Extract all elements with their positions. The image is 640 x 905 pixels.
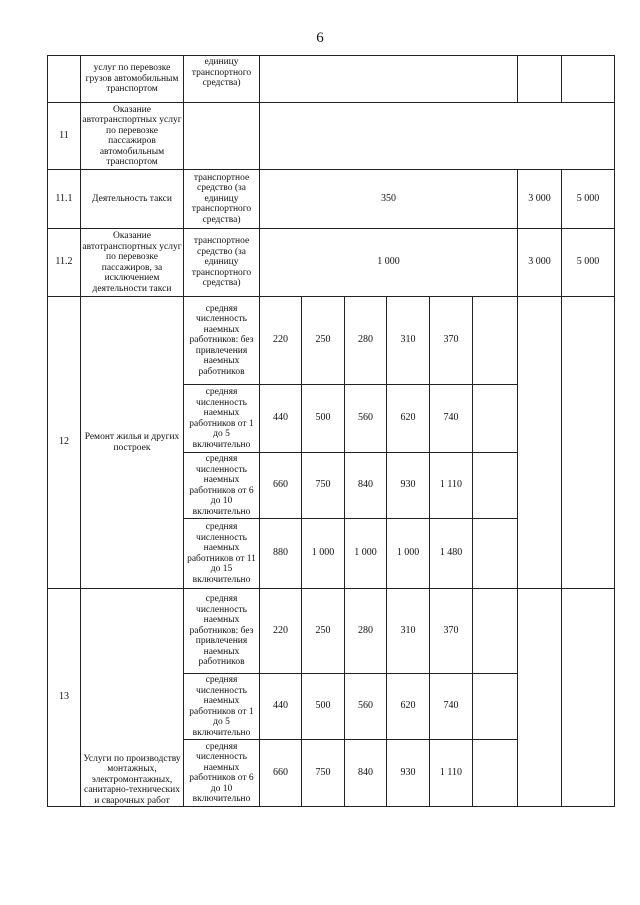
value-cell: 280 <box>345 589 387 674</box>
value-cell: 500 <box>302 385 345 453</box>
empty-cell <box>562 297 615 589</box>
unit-cell: средняя численность наемных работников от 11 до 15 включительно <box>184 519 260 589</box>
value-cell: 560 <box>345 385 387 453</box>
table-row <box>48 297 615 385</box>
tax-rate-table <box>47 55 615 807</box>
value-cell <box>260 103 615 170</box>
row-number-cell <box>48 56 81 103</box>
value-cell: 1 000 <box>260 229 518 297</box>
value-cell: 280 <box>345 297 387 385</box>
value-cell: 620 <box>387 674 430 740</box>
page-number: 6 <box>316 30 324 46</box>
value-cell: 310 <box>387 297 430 385</box>
value-cell: 930 <box>387 740 430 807</box>
empty-cell <box>473 519 518 589</box>
empty-cell <box>473 297 518 385</box>
empty-cell <box>473 453 518 519</box>
value-cell: 3 000 <box>518 229 562 297</box>
value-cell: 1 480 <box>430 519 473 589</box>
table-row <box>48 170 615 229</box>
empty-cell <box>562 589 615 807</box>
value-cell: 750 <box>302 453 345 519</box>
table-row <box>48 229 615 297</box>
value-cell: 740 <box>430 385 473 453</box>
value-cell: 840 <box>345 453 387 519</box>
empty-cell <box>473 740 518 807</box>
value-cell: 1 110 <box>430 453 473 519</box>
value-cell: 930 <box>387 453 430 519</box>
unit-cell: транспортное средство (за единицу транспортного средства) <box>184 229 260 297</box>
value-cell: 220 <box>260 589 302 674</box>
value-cell: 750 <box>302 740 345 807</box>
value-cell <box>518 56 562 103</box>
value-cell: 740 <box>430 674 473 740</box>
row-number-cell: 12 <box>48 297 81 589</box>
activity-cell: Оказание автотранспортных услуг по перевозке пассажиров, за исключением деятельности такси <box>81 229 184 297</box>
value-cell: 310 <box>387 589 430 674</box>
value-cell: 1 000 <box>345 519 387 589</box>
unit-cell: средняя численность наемных работников: без привлечения наемных работников <box>184 589 260 674</box>
table-row <box>48 103 615 170</box>
value-cell: 660 <box>260 453 302 519</box>
unit-cell: единицу транспортного средства) <box>184 56 260 103</box>
value-cell <box>260 56 518 103</box>
activity-cell: Услуги по производству монтажных, электромонтажных, санитарно-технических и сварочных работ <box>81 589 184 807</box>
empty-cell <box>518 589 562 807</box>
empty-cell <box>473 385 518 453</box>
value-cell: 350 <box>260 170 518 229</box>
unit-cell: средняя численность наемных работников от 1 до 5 включительно <box>184 385 260 453</box>
table-row <box>48 56 615 103</box>
value-cell: 1 000 <box>387 519 430 589</box>
activity-cell: Деятельность такси <box>81 170 184 229</box>
value-cell: 440 <box>260 385 302 453</box>
value-cell: 370 <box>430 589 473 674</box>
table-row <box>48 589 615 674</box>
activity-cell: Ремонт жилья и других построек <box>81 297 184 589</box>
empty-cell <box>473 589 518 674</box>
value-cell: 560 <box>345 674 387 740</box>
unit-cell: средняя численность наемных работников: без привлечения наемных работников <box>184 297 260 385</box>
unit-cell <box>184 103 260 170</box>
empty-cell <box>518 297 562 589</box>
value-cell: 1 110 <box>430 740 473 807</box>
value-cell: 5 000 <box>562 170 615 229</box>
value-cell: 5 000 <box>562 229 615 297</box>
unit-cell: средняя численность наемных работников от 1 до 5 включительно <box>184 674 260 740</box>
value-cell: 220 <box>260 297 302 385</box>
value-cell: 840 <box>345 740 387 807</box>
value-cell: 440 <box>260 674 302 740</box>
unit-cell: средняя численность наемных работников от 6 до 10 включительно <box>184 740 260 807</box>
value-cell: 3 000 <box>518 170 562 229</box>
row-number-cell: 11.2 <box>48 229 81 297</box>
value-cell: 250 <box>302 297 345 385</box>
value-cell: 500 <box>302 674 345 740</box>
empty-cell <box>473 674 518 740</box>
row-number-cell: 11 <box>48 103 81 170</box>
row-number-cell: 11.1 <box>48 170 81 229</box>
value-cell: 370 <box>430 297 473 385</box>
unit-cell: средняя численность наемных работников от 6 до 10 включительно <box>184 453 260 519</box>
value-cell: 1 000 <box>302 519 345 589</box>
value-cell: 880 <box>260 519 302 589</box>
value-cell: 250 <box>302 589 345 674</box>
row-number-cell: 13 <box>48 589 81 807</box>
activity-cell: услуг по перевозке грузов автомобильным транспортом <box>81 56 184 103</box>
activity-cell: Оказание автотранспортных услуг по перевозке пассажиров автомобильным транспортом <box>81 103 184 170</box>
value-cell <box>562 56 615 103</box>
unit-cell: транспортное средство (за единицу транспортного средства) <box>184 170 260 229</box>
value-cell: 620 <box>387 385 430 453</box>
value-cell: 660 <box>260 740 302 807</box>
